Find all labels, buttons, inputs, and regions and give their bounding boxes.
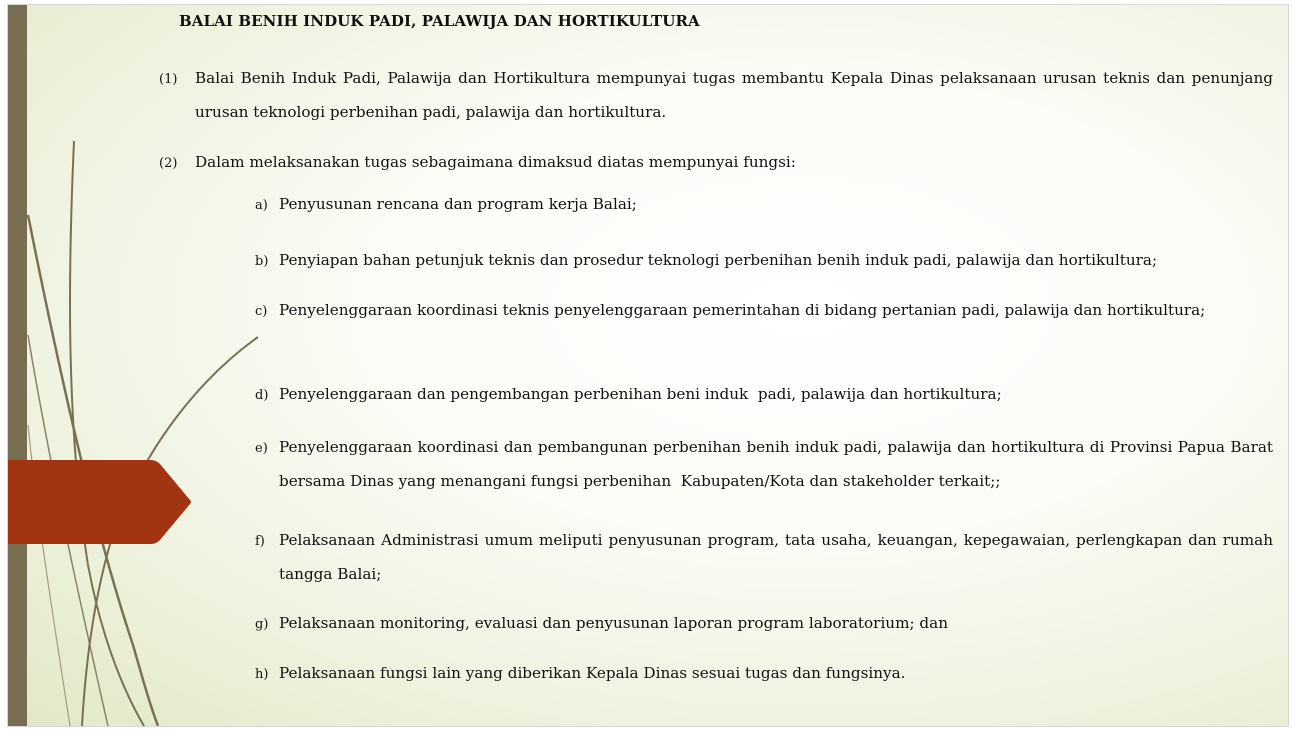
paragraph-1-text: Balai Benih Induk Padi, Palawija dan Hortikultura mempunyai tugas membantu Kepala Dinas pelaksanaan urusan teknis dan penunjang urusan teknologi perbenihan padi, palawija dan hortikultura. xyxy=(195,69,1273,121)
list-item-text: Penyelenggaraan koordinasi teknis penyelenggaraan pemerintahan di bidang pertanian padi, palawija dan hortikultura; xyxy=(279,301,1206,319)
list-item-text: Penyusunan rencana dan program kerja Balai; xyxy=(279,195,637,213)
slide xyxy=(7,4,1289,727)
paragraph-1-marker: (1) xyxy=(159,72,178,87)
list-item-marker: e) xyxy=(255,441,268,456)
list-item-marker: g) xyxy=(255,617,269,632)
list-item-text: Pelaksanaan fungsi lain yang diberikan Kepala Dinas sesuai tugas dan fungsinya. xyxy=(279,664,906,682)
red-arrow-shape xyxy=(8,460,193,544)
list-item-marker: a) xyxy=(255,198,268,213)
list-item-marker: h) xyxy=(255,667,269,682)
list-item-text: Penyelenggaraan dan pengembangan perbenihan beni induk padi, palawija dan hortikultura; xyxy=(279,385,1002,403)
paragraph-2-marker: (2) xyxy=(159,156,178,171)
list-item-text: Penyiapan bahan petunjuk teknis dan prosedur teknologi perbenihan benih induk padi, palawija dan hortikultura; xyxy=(279,251,1158,269)
slide-title: BALAI BENIH INDUK PADI, PALAWIJA DAN HORTIKULTURA xyxy=(179,12,700,30)
list-item-text: Pelaksanaan monitoring, evaluasi dan penyusunan laporan program laboratorium; dan xyxy=(279,614,948,632)
list-item-marker: f) xyxy=(255,534,265,549)
list-item-marker: d) xyxy=(255,388,269,403)
paragraph-2-text: Dalam melaksanakan tugas sebagaimana dimaksud diatas mempunyai fungsi: xyxy=(195,153,796,171)
list-item-marker: b) xyxy=(255,254,269,269)
list-item-text: Penyelenggaraan koordinasi dan pembangunan perbenihan benih induk padi, palawija dan hortikultura di Provinsi Papua Barat bersama Dinas yang menangani fungsi perbenihan Kabupaten/Kota dan stakeholder terkait;; xyxy=(279,438,1278,490)
list-item-text: Pelaksanaan Administrasi umum meliputi penyusunan program, tata usaha, keuangan, kepegawaian, perlengkapan dan rumah tangga Balai; xyxy=(279,531,1273,583)
list-item-marker: c) xyxy=(255,304,268,319)
